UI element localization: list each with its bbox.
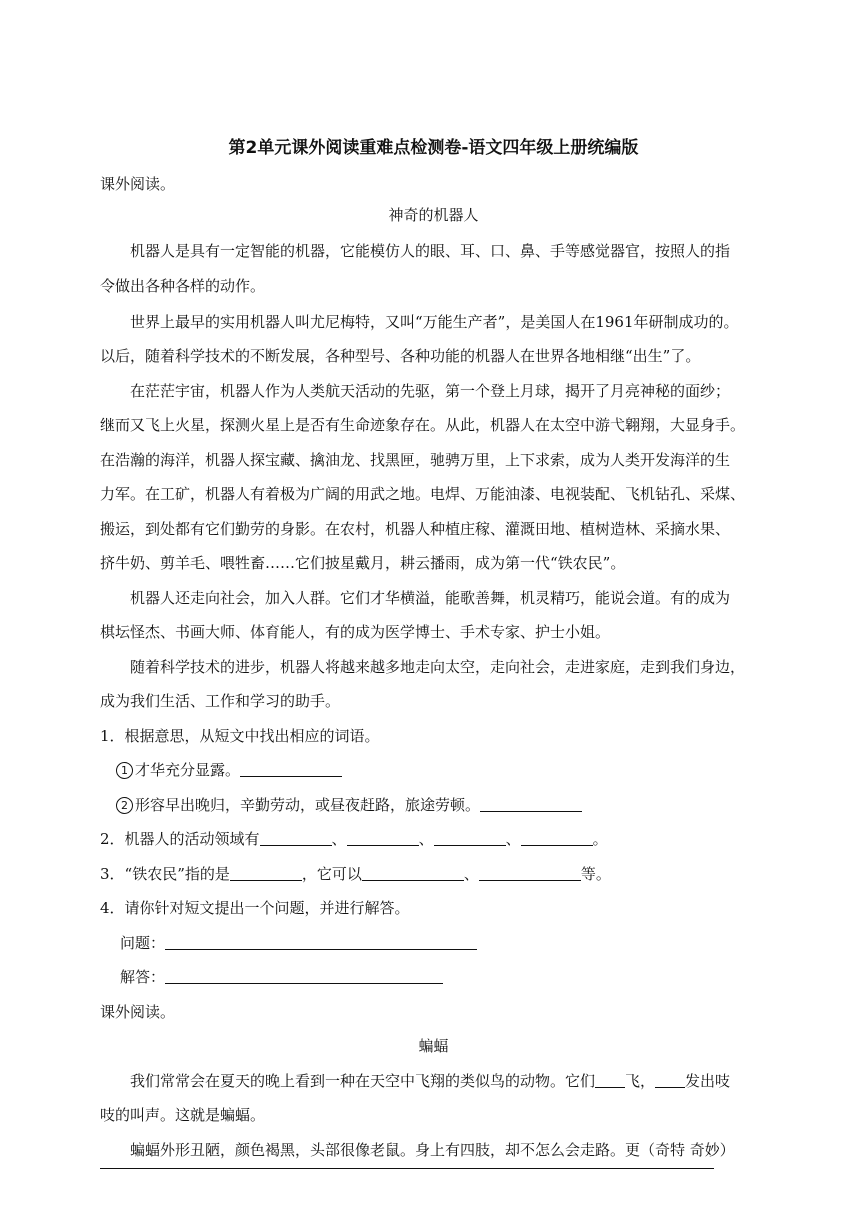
paragraph-line: 机器人是具有一定智能的机器，它能模仿人的眼、耳、口、鼻、手等感觉器官，按照人的指: [130, 242, 731, 260]
answer-blank[interactable]: [230, 865, 302, 881]
paragraph-line: 蝙蝠外形丑陋，颜色褐黑，头部很像老鼠。身上有四肢，却不怎么会走路。更（奇特 奇妙）: [130, 1141, 735, 1159]
question-1-item-1: [116, 760, 796, 780]
paragraph-line: 在茫茫宇宙，机器人作为人类航天活动的先驱，第一个登上月球，揭开了月亮神秘的面纱；: [130, 382, 731, 400]
paragraph-line: 机器人还走向社会，加入人群。它们才华横溢，能歌善舞，机灵精巧，能说会道。有的成为: [130, 589, 731, 607]
paragraph-line: 世界上最早的实用机器人叫尤尼梅特，又叫“万能生产者”，是美国人在1961年研制成功的。: [130, 313, 739, 331]
answer-blank[interactable]: [479, 865, 581, 881]
question-4: 4．请你针对短文提出一个问题，并进行解答。: [100, 899, 410, 917]
question-4-answer: [120, 967, 800, 987]
paragraph-line: 在浩瀚的海洋，机器人探宝藏、擒油龙、找黑匣，驰骋万里，上下求索，成为人类开发海洋的生: [100, 451, 731, 469]
paragraph-line: 令做出各种各样的动作。: [100, 277, 266, 295]
question-text: 2．机器人的活动领域有: [100, 830, 260, 848]
answer-blank[interactable]: [595, 1072, 625, 1088]
separator: 、: [331, 830, 347, 848]
answer-blank[interactable]: [165, 968, 443, 984]
question-text: ，它可以: [301, 865, 362, 883]
question-1: 1．根据意思，从短文中找出相应的词语。: [100, 727, 380, 745]
answer-label: 解答：: [120, 968, 166, 986]
passage-title: 蝙蝠: [418, 1037, 449, 1055]
separator: 、: [505, 830, 521, 848]
question-3: [100, 864, 780, 884]
paragraph-line: 搬运，到处都有它们勤劳的身影。在农村，机器人种植庄稼、灌溉田地、植树造林、采摘水果、: [100, 520, 731, 538]
text-fragment: 我们常常会在夏天的晚上看到一种在天空中飞翔的类似鸟的动物。它们: [130, 1072, 596, 1090]
text-fragment: 飞，: [625, 1072, 656, 1090]
separator: 、: [463, 865, 479, 883]
paragraph-line: 吱的叫声。这就是蝙蝠。: [100, 1106, 266, 1124]
passage-title: 神奇的机器人: [388, 206, 479, 224]
answer-blank[interactable]: [240, 761, 342, 777]
paragraph-line: 棋坛怪杰、书画大师、体育能人，有的成为医学博士、手术专家、护士小姐。: [100, 623, 611, 641]
item-text: 才华充分显露。: [135, 761, 241, 779]
answer-blank[interactable]: [362, 865, 464, 881]
question-text: 3．“铁农民”指的是: [100, 865, 230, 883]
answer-blank[interactable]: [480, 796, 582, 812]
end-punct: 等。: [580, 865, 611, 883]
paragraph-line: 随着科学技术的进步，机器人将越来越多地走向太空，走向社会，走进家庭，走到我们身边，: [130, 658, 746, 676]
answer-blank[interactable]: [260, 830, 332, 846]
footer-divider: [100, 1168, 714, 1169]
answer-blank[interactable]: [521, 830, 593, 846]
answer-blank[interactable]: [655, 1072, 685, 1088]
answer-blank[interactable]: [434, 830, 506, 846]
question-2: [100, 829, 780, 849]
answer-blank[interactable]: [347, 830, 419, 846]
page-title: 第2单元课外阅读重难点检测卷-语文四年级上册统编版: [228, 138, 639, 158]
paragraph-line: 力军。在工矿，机器人有着极为广阔的用武之地。电焊、万能油漆、电视装配、飞机钻孔、采煤、: [100, 485, 746, 503]
paragraph-line: [100, 1071, 780, 1091]
section2-heading: 课外阅读。: [100, 1003, 176, 1021]
answer-blank[interactable]: [165, 934, 477, 950]
question-1-item-2: [116, 795, 796, 815]
circled-number: 2: [116, 797, 133, 814]
question-label: 问题：: [120, 934, 166, 952]
paragraph-line: 挤牛奶、剪羊毛、喂牲畜……它们披星戴月，耕云播雨，成为第一代“铁农民”。: [100, 554, 626, 572]
section1-heading: 课外阅读。: [100, 175, 176, 193]
text-fragment: 发出吱: [685, 1072, 731, 1090]
circled-number: 1: [116, 762, 133, 779]
item-text: 形容早出晚归，辛勤劳动，或昼夜赶路，旅途劳顿。: [135, 796, 481, 814]
question-4-ask: [120, 933, 800, 953]
separator: 、: [418, 830, 434, 848]
paragraph-line: 成为我们生活、工作和学习的助手。: [100, 692, 341, 710]
paragraph-line: 继而又飞上火星，探测火星上是否有生命迹象存在。从此，机器人在太空中游弋翱翔，大显身手。: [100, 416, 746, 434]
paragraph-line: 以后，随着科学技术的不断发展，各种型号、各种功能的机器人在世界各地相继“出生”了。: [100, 347, 701, 365]
end-punct: 。: [592, 830, 608, 848]
